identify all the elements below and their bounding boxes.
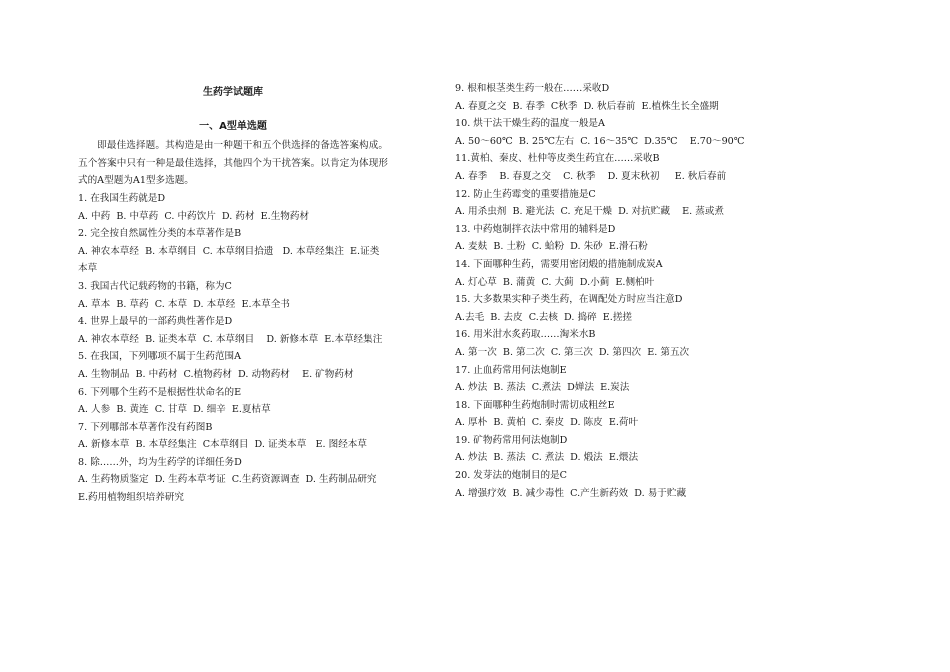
question-item — [455, 291, 765, 326]
question-stem: 7. 下列哪部本草著作没有药图B — [78, 421, 213, 433]
question-item — [455, 326, 765, 361]
question-stem: 9. 根和根茎类生药一般在……采收D — [455, 83, 610, 94]
question-item — [455, 115, 765, 150]
question-options: A.去毛 B. 去皮 C.去核 D. 捣碎 E.搓搓 — [455, 311, 633, 323]
question-options: A. 炒法 B. 蒸法 C.煮法 D婵法 E.炭法 — [455, 382, 630, 394]
page-title: 生药学试题库 — [203, 87, 263, 98]
question-stem: 5. 在我国，下列哪项不属于生药范围A — [78, 351, 242, 363]
question-options: A. 生药物质鉴定 D. 生药本草考证 C.生药资源调查 D. 生药制品研究 — [78, 474, 377, 486]
right-column — [455, 80, 765, 502]
question-options: A. 用杀虫剂 B. 避光法 C. 充足干燥 D. 对抗贮藏 E. 蒸或煮 — [455, 206, 725, 218]
question-item — [78, 313, 388, 348]
question-options: A. 神农本草经 B. 本草纲目 C. 本草纲目拾遗 D. 本草经集注 E.证类本草 — [78, 245, 380, 275]
question-stem: 8. 除……外，均为生药学的详细任务D — [78, 456, 242, 468]
question-item — [78, 454, 388, 489]
question-item — [78, 419, 388, 454]
question-stem: 16. 用米泔水炙药取……淘米水B — [455, 329, 596, 341]
question-options: A. 神农本草经 B. 证类本草 C. 本草纲目 D. 新修本草 E.本草经集注 — [78, 333, 383, 345]
question-options: A. 新修本草 B. 本草经集注 C本草纲目 D. 证类本草 E. 图经本草 — [78, 439, 367, 451]
question-options: A. 草本 B. 草药 C. 本草 D. 本草经 E.本草全书 — [78, 298, 290, 310]
question-stem: 20. 发芽法的炮制目的是C — [455, 470, 567, 482]
question-item — [78, 225, 388, 278]
intro-paragraph: 即最佳选择题。其构造是由一种题干和五个供选择的备选答案构成。五个答案中只有一种是最佳选择，其他四个为干扰答案。以肯定为体现形式的A型题为A1型多选题。 — [78, 140, 388, 187]
question-item — [455, 186, 765, 221]
question-stem: 6. 下列哪个生药不是根据性状命名的E — [78, 386, 242, 398]
question-stem: 14. 下面哪种生药，需要用密闭煅的措施制成炭A — [455, 258, 663, 270]
question-item — [455, 362, 765, 397]
question-item — [455, 221, 765, 256]
question-stem: 10. 烘干法干燥生药的温度一般是A — [455, 118, 605, 130]
left-column — [78, 80, 388, 507]
section-title: 一、A型单选题 — [199, 120, 267, 132]
question-stem: 12. 防止生药霉变的重要措施是C — [455, 188, 596, 200]
question-options: A. 人参 B. 黄连 C. 甘草 D. 细辛 E.夏枯草 — [78, 404, 271, 416]
question-item — [455, 256, 765, 291]
question-stem: 11.黄柏、秦皮、杜仲等皮类生药宜在……采收B — [455, 153, 660, 165]
question-list-left — [78, 190, 388, 507]
question-item — [78, 384, 388, 419]
question-item — [78, 489, 388, 507]
question-stem: 4. 世界上最早的一部药典性著作是D — [78, 316, 233, 328]
question-options: A. 生物制品 B. 中药材 C.植物药材 D. 动物药材 E. 矿物药材 — [78, 368, 354, 380]
question-options: A. 50～60℃ B. 25℃左右 C. 16～35℃ D.35℃ E.70～90℃ — [455, 135, 745, 147]
question-item — [78, 348, 388, 383]
question-options: A. 中药 B. 中草药 C. 中药饮片 D. 药材 E.生物药材 — [78, 210, 310, 222]
question-stem: 2. 完全按自然属性分类的本草著作是B — [78, 228, 242, 240]
question-stem: 19. 矿物药常用何法炮制D — [455, 434, 568, 446]
question-item — [78, 190, 388, 225]
question-stem: 1. 在我国生药就是D — [78, 192, 166, 204]
question-options: A. 春夏之交 B. 春季 C秋季 D. 秋后春前 E.植株生长全盛期 — [455, 100, 719, 112]
question-item — [455, 150, 765, 185]
question-item — [455, 467, 765, 502]
question-options: A. 麦麸 B. 土粉 C. 蛤粉 D. 朱砂 E.滑石粉 — [455, 241, 648, 253]
question-stem: 13. 中药炮制拌衣法中常用的辅料是D — [455, 223, 616, 235]
question-options: A. 厚朴 B. 黄柏 C. 秦皮 D. 陈皮 E.荷叶 — [455, 417, 639, 429]
question-item — [78, 278, 388, 313]
question-options: A. 炒法 B. 蒸法 C. 煮法 D. 煅法 E.煨法 — [455, 452, 639, 464]
question-stem: 17. 止血药常用何法炮制E — [455, 364, 567, 376]
question-options: E.药用植物组织培养研究 — [78, 492, 184, 504]
question-item — [455, 80, 765, 115]
question-options: A. 灯心草 B. 蒲黄 C. 大蓟 D.小蓟 E.侧柏叶 — [455, 276, 655, 288]
question-options: A. 春季 B. 春夏之交 C. 秋季 D. 夏末秋初 E. 秋后春前 — [455, 170, 727, 182]
question-options: A. 增强疗效 B. 减少毒性 C.产生新药效 D. 易于贮藏 — [455, 487, 687, 499]
question-item — [455, 397, 765, 432]
question-stem: 15. 大多数果实种子类生药，在调配处方时应当注意D — [455, 294, 683, 306]
question-options: A. 第一次 B. 第二次 C. 第三次 D. 第四次 E. 第五次 — [455, 346, 690, 358]
question-item — [455, 432, 765, 467]
question-list-right — [455, 80, 765, 502]
question-stem: 18. 下面哪种生药炮制时需切成粗丝E — [455, 399, 615, 411]
question-stem: 3. 我国古代记载药物的书籍，称为C — [78, 280, 232, 292]
